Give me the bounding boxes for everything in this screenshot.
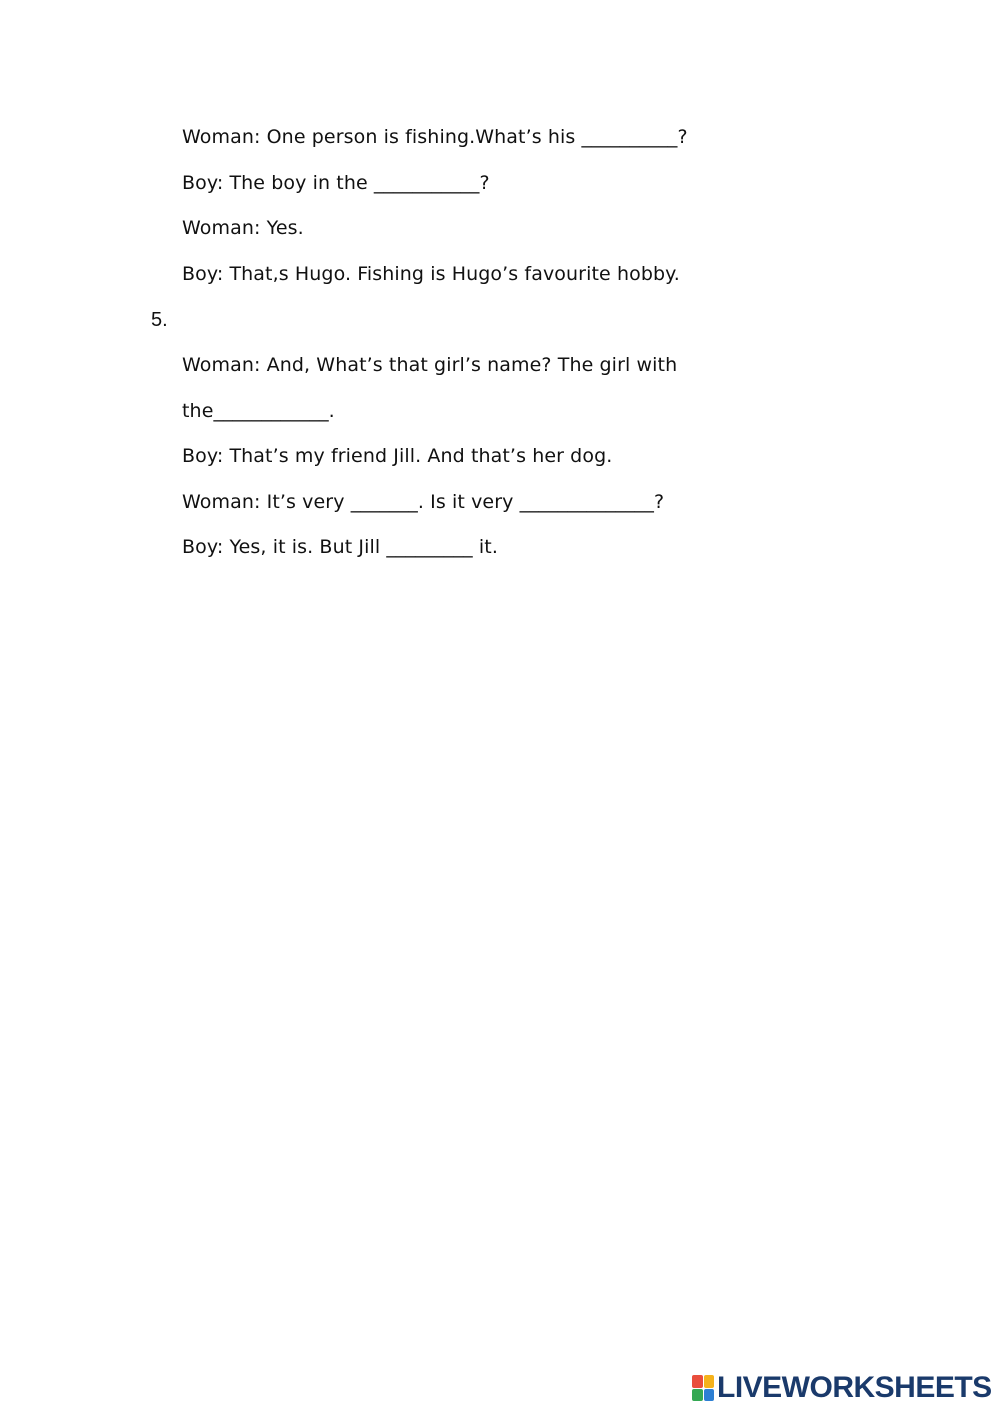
dialogue-line-4: Boy: That,s Hugo. Fishing is Hugo’s favourite hobby. xyxy=(182,263,680,285)
brand-text: LIVEWORKSHEETS xyxy=(717,1371,992,1404)
dialogue-line-3: Woman: Yes. xyxy=(182,217,304,239)
dialogue-line-7: Boy: That’s my friend Jill. And that’s her dog. xyxy=(182,445,613,467)
liveworksheets-brand xyxy=(692,1372,992,1404)
dialogue-line-5: Woman: And, What’s that girl’s name? The girl with xyxy=(182,354,678,376)
dialogue-line-6: the____________. xyxy=(182,400,335,422)
liveworksheets-logo-icon xyxy=(692,1375,714,1401)
dialogue-line-1: Woman: One person is fishing.What’s his __________? xyxy=(182,126,688,148)
dialogue-line-2: Boy: The boy in the ___________? xyxy=(182,172,490,194)
item-number: 5. xyxy=(151,309,168,331)
dialogue-line-9: Boy: Yes, it is. But Jill _________ it. xyxy=(182,536,498,558)
dialogue-line-8: Woman: It’s very _______. Is it very ______________? xyxy=(182,491,665,513)
